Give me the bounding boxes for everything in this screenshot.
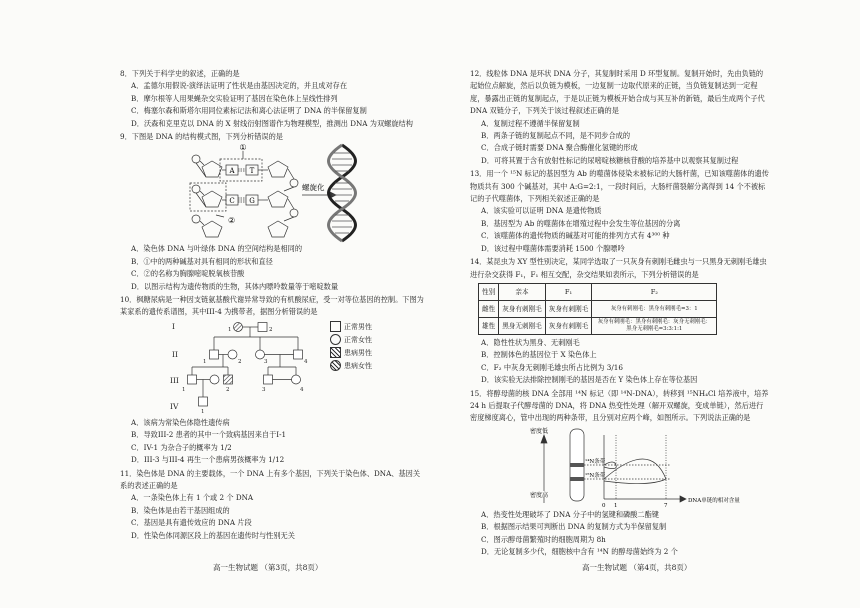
table-header: 亲本	[499, 283, 546, 300]
x-axis-label: DNA单链的相对含量	[688, 497, 740, 504]
diagram-label-circle-2: ②	[228, 216, 236, 226]
table-cell: 灰身有刺刚毛	[499, 300, 546, 317]
right-column	[470, 68, 770, 559]
pedigree-num-ii4: 4	[304, 358, 308, 365]
pedigree-num-i2: 2	[269, 326, 273, 333]
table-cell: 灰身有刺刚毛：黑身有刺刚毛：灰身无刺刚毛：黑身无刺刚毛=3:3:1:1	[592, 317, 717, 334]
table-row	[479, 317, 717, 334]
table-header: 性别	[479, 283, 499, 300]
question-15-option-a: A．热变性处理破坏了 DNA 分子中的氢键和磷酸二酯键	[481, 509, 659, 519]
pedigree-chart	[120, 319, 425, 417]
legend-affected-male: 患病男性	[330, 347, 372, 360]
question-14-stem: 14．某昆虫为 XY 型性别决定，某同学选取了一只灰身有刺刚毛雌虫与一只黑身无刺刚毛雄虫进行杂交获得 F₁，F₁ 相互交配，杂交结果如表所示，下列分析错误的是	[470, 257, 767, 279]
question-9-option-b: B．①中的两种碱基对具有相同的形状和直径	[131, 256, 273, 266]
cross-results-table	[478, 283, 717, 335]
table-cell: 灰身有刺刚毛	[545, 317, 592, 334]
question-9-option-d: D．以图示结构为遗传物质的生物，其体内嘌呤数量等于嘧啶数量	[131, 281, 339, 291]
question-8-option-b: B．摩尔根等人用果蝇杂交实验证明了基因在染色体上呈线性排列	[131, 93, 338, 103]
diagram-label-circle-1: ①	[239, 143, 247, 153]
pedigree-num-iii2: 2	[226, 386, 230, 393]
spiral-label: 螺旋化	[302, 183, 325, 193]
question-15-option-c: C．图示醇母菌繁殖时的细胞周期为 8h	[481, 534, 606, 544]
x-tick-7: 7	[664, 502, 668, 509]
table-row	[479, 300, 717, 317]
base-t-label: T	[249, 167, 255, 176]
pedigree-num-i1: 1	[228, 326, 232, 333]
density-gradient-figure	[470, 425, 770, 509]
question-14-option-a: A．隐性性状为黑身、无刺刚毛	[481, 337, 580, 347]
question-13-option-a: A．该实验可以证明 DNA 是遗传物质	[481, 206, 602, 216]
question-8-option-c: C．梅塞尔森和斯塔尔用同位素标记法和离心法证明了 DNA 的半保留复制	[131, 106, 367, 116]
question-11-option-b: B．染色体是由若干基因组成的	[131, 505, 230, 515]
pedigree-num-iii3: 3	[262, 386, 266, 393]
question-15-option-d: D．无论复制多少代，细胞核中含有 ¹⁴N 的醇母菌始终为 2 个	[481, 546, 678, 556]
page-footer-left: 高一生物试题 （第3页，共8页）	[213, 563, 323, 572]
question-14-option-d: D．该实验无法排除控制刚毛的基因是否在 Y 染色体上存在等位基因	[481, 375, 698, 385]
table-header: F₂	[592, 283, 717, 300]
pedigree-legend	[330, 321, 372, 373]
generation-i: I	[172, 321, 175, 331]
question-10	[120, 294, 425, 466]
legend-normal-female: 正常女性	[330, 334, 372, 347]
table-header-row	[479, 283, 717, 300]
normal-male-icon	[330, 321, 341, 332]
question-12	[470, 68, 770, 167]
dna-structure-svg	[120, 143, 425, 243]
question-13-stem: 13．用一个 ¹⁵N 标记的基因型为 Ab 的噬菌体侵染未被标记的大肠杆菌，已知该噬菌体的遗传物质共有 300 个碱基对，其中 A:G=2:1，一段时间后，大肠杆菌裂解分离得到 14 个不被标记的子代噬菌体，下列相关叙述正确的是	[470, 169, 769, 204]
x-tick-1: 1	[614, 502, 618, 509]
legend-normal-male: 正常男性	[330, 321, 372, 334]
table-cell: 黑身无刺刚毛	[499, 317, 546, 334]
question-11	[120, 468, 425, 542]
question-12-option-d: D．可将其置于含有放射性标记的尿嘧啶核糖核苷酸的培养基中以观察其复制过程	[481, 155, 739, 165]
table-cell: 雄性	[479, 317, 499, 334]
question-11-option-a: A．一条染色体上有 1 个或 2 个 DNA	[131, 493, 254, 503]
table-header: F₁	[545, 283, 592, 300]
question-14-option-b: B．控制体色的基因位于 X 染色体上	[481, 350, 597, 360]
question-11-option-d: D．性染色体同源区段上的基因在遗传时与性别无关	[131, 530, 295, 540]
table-cell: 灰身有刺刚毛	[545, 300, 592, 317]
base-a-label: A	[229, 167, 235, 176]
density-high-label: 密度高	[530, 491, 549, 499]
question-15-option-b: B．根据图示结果可判断出 DNA 的复制方式为半保留复制	[481, 522, 667, 532]
question-12-option-c: C．合成子链时需要 DNA 聚合酶催化氢键的形成	[481, 143, 638, 153]
question-13-option-d: D．该过程中噬菌体需要消耗 1500 个腺嘌呤	[481, 243, 625, 253]
x-tick-0: 0	[602, 502, 606, 509]
question-12-option-b: B．两条子链的复制起点不同，是不同步合成的	[481, 131, 631, 141]
pedigree-num-ii2: 2	[238, 358, 242, 365]
pedigree-num-iii4: 4	[300, 386, 304, 393]
n15-band-label: ¹⁵N条带	[585, 472, 606, 479]
density-gradient-svg	[470, 425, 770, 509]
dna-structure-diagram	[120, 143, 425, 243]
question-9-option-c: C．②的名称为胸腺嘧啶脱氧核苷酸	[131, 269, 245, 279]
generation-iii: III	[170, 375, 179, 385]
question-13-option-b: B．基因型为 Ab 的噬菌体在增殖过程中会发生等位基因的分离	[481, 218, 681, 228]
pedigree-num-iv1: 1	[201, 408, 205, 415]
question-15-stem: 15．将醇母菌的核 DNA 全部用 ¹⁴N 标记（即 ¹⁴N-DNA），转移到 ¹⁵NH₄Cl 培养液中，培养 24 h 后提取子代酵母菌的 DNA，将 DNA 热变性处理（解开双螺旋，变成单链），然后进行密度梯度离心，管中出现的两种条带，且分别对应两个峰，如图所示。下列说法正确的是	[470, 388, 769, 423]
question-11-stem: 11．染色体是 DNA 的主要载体，一个 DNA 上有多个基因，下列关于染色体、DNA、基因关系的表述正确的是	[120, 468, 421, 490]
question-8-option-d: D．沃森和克里克以 DNA 的 X 射线衍射图谱作为物理模型，推测出 DNA 为双螺旋结构	[131, 118, 413, 128]
question-12-option-a: A．复制过程不遵循半保留复制	[481, 118, 580, 128]
pedigree-svg	[120, 319, 320, 417]
pedigree-num-iii1: 1	[182, 386, 186, 393]
pedigree-num-ii1: 1	[203, 358, 207, 365]
question-11-option-c: C．基因是具有遗传效应的 DNA 片段	[131, 518, 252, 528]
question-12-stem: 12．线粒体 DNA 是环状 DNA 分子，其复制时采用 D 环型复制。复制开始时，先由负链的起始位点解旋，然后以负链为模板，一边复制一边取代原来的正链，当负链复制达到一定程度，暴露出正链的复制起点，于是以正链为模板开始合成与其互补的新链，最后生成两个子代 DNA 双链分子，下列关于该过程叙述正确的是	[470, 69, 765, 116]
question-10-option-c: C．IV-1 为杂合子的概率为 1/2	[131, 442, 232, 452]
question-10-option-a: A．该病为常染色体隐性遗传病	[131, 417, 230, 427]
question-13	[470, 168, 770, 255]
question-10-option-b: B．导致III-2 患者的其中一个致病基因来自于I-1	[131, 430, 287, 440]
question-9-option-a: A．染色体 DNA 与叶绿体 DNA 的空间结构是相同的	[131, 244, 303, 254]
generation-ii: II	[172, 349, 178, 359]
generation-iv: IV	[170, 401, 179, 411]
affected-female-icon	[330, 360, 341, 371]
question-9	[120, 131, 425, 293]
question-14	[470, 256, 770, 386]
question-8-option-a: A．孟德尔用假说-演绎法证明了性状是由基因决定的，并且成对存在	[131, 81, 348, 91]
question-10-option-d: D．III-3 与III-4 再生一个患病男孩概率为 1/12	[131, 455, 285, 465]
table-cell: 雌性	[479, 300, 499, 317]
n14-band-label: ¹⁴N条带	[585, 458, 606, 465]
left-column	[120, 68, 425, 543]
question-13-option-c: C．该噬菌体的遗传物质的碱基对可能的排列方式有 4³⁰⁰ 种	[481, 231, 670, 241]
table-cell: 灰身有刺刚毛：黑身有刺刚毛=3：1	[592, 300, 717, 317]
question-9-stem: 9．下图是 DNA 的结构模式图，下列分析错误的是	[120, 132, 283, 142]
normal-female-icon	[330, 334, 341, 345]
question-10-stem: 10．枫糖尿病是一种因支链氨基酸代谢异常导致的有机酸尿症，受一对等位基因的控制。下图为某家系的遗传系谱图，其中III-4 为携带者，据图分析错误的是	[120, 295, 424, 317]
question-15	[470, 388, 770, 559]
base-g-label: G	[249, 197, 255, 206]
density-low-label: 密度低	[530, 427, 549, 435]
base-c-label: C	[229, 197, 235, 206]
legend-affected-female: 患病女性	[330, 360, 372, 373]
page-footer-right: 高一生物试题 （第4页，共8页）	[582, 563, 692, 572]
pedigree-num-ii3: 3	[264, 358, 268, 365]
question-8	[120, 68, 425, 130]
question-14-option-c: C．F₂ 中灰身无刺刚毛雄虫所占比例为 3/16	[481, 362, 623, 372]
question-8-stem: 8．下列关于科学史的叙述，正确的是	[120, 69, 240, 78]
affected-male-icon	[330, 347, 341, 358]
